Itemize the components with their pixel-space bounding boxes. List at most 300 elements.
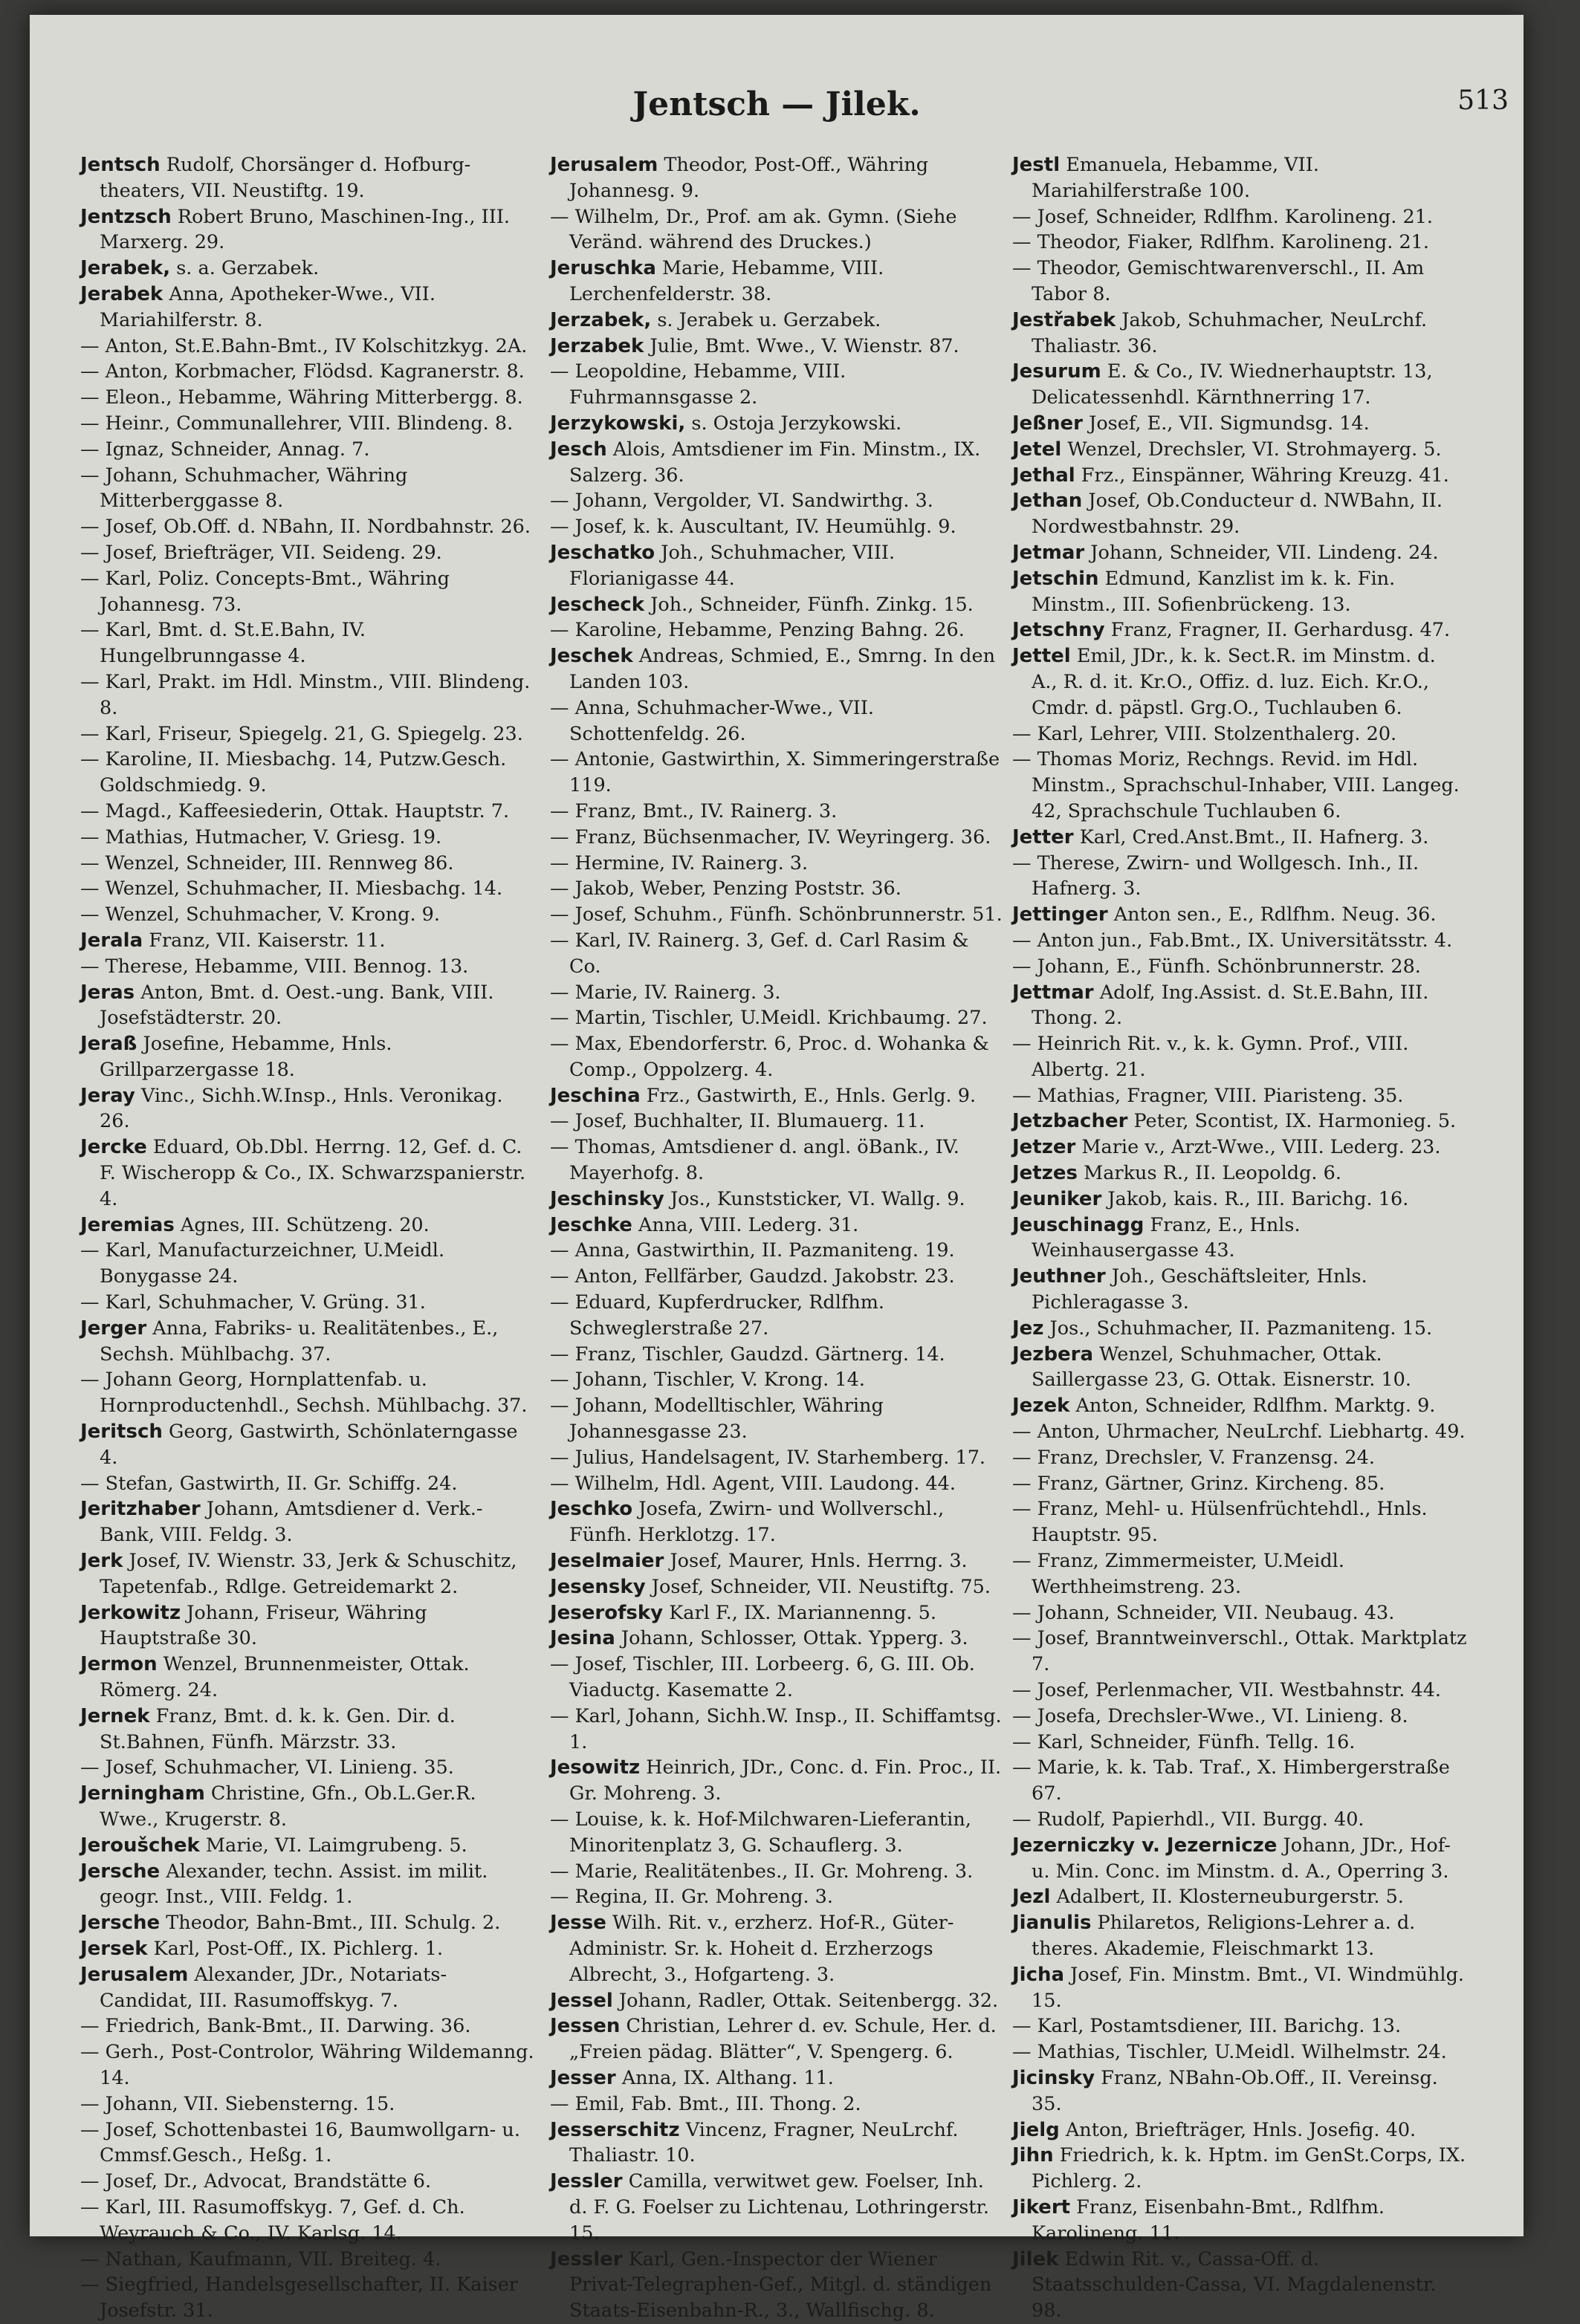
directory-entry [80,359,535,385]
entry-details: — Josef, Briefträger, VII. Seideng. 29. [80,541,442,564]
directory-entry [1012,1548,1467,1600]
entry-details: — Karl, Lehrer, VIII. Stolzenthalerg. 20. [1012,722,1397,745]
entry-details: — Mathias, Hutmacher, V. Griesg. 19. [80,825,442,848]
entry-surname: Jeschinsky [550,1187,664,1210]
entry-details: — Karl, Schneider, Fünfh. Tellg. 16. [1012,1730,1356,1753]
entry-details: Anna, VIII. Lederg. 31. [632,1213,859,1236]
directory-entry [1012,540,1467,566]
directory-entry [80,902,535,928]
directory-entry [1012,488,1467,540]
directory-entry [1012,1419,1467,1445]
directory-entry [80,1031,535,1083]
directory-entry [80,851,535,877]
entry-details: Franz, VII. Kaiserstr. 11. [143,929,386,952]
directory-entry [1012,1496,1467,1548]
entry-surname: Jerusalem [80,1963,189,1986]
directory-entry [1012,2065,1467,2117]
entry-details: — Josefa, Drechsler-Wwe., VI. Linieng. 8. [1012,1704,1408,1727]
entry-surname: Jesch [550,438,607,461]
directory-entry [80,463,535,515]
directory-entry [550,1704,1005,1756]
entry-details: Josef, E., VII. Sigmundsg. 14. [1082,412,1370,435]
entry-details: Jakob, Schuhmacher, NeuLrchf. Thaliastr. 36. [1032,308,1428,357]
entry-surname: Jetel [1012,438,1062,461]
entry-details: — Johann, Tischler, V. Krong. 14. [550,1369,865,1392]
directory-entry [1012,1600,1467,1626]
entry-details: Franz, Fragner, II. Gerhardusg. 47. [1104,619,1451,642]
directory-entry [80,334,535,360]
directory-entry [80,1471,535,1497]
entry-details: s. Jerabek u. Gerzabek. [651,308,881,331]
directory-entry [550,1109,1005,1135]
entry-details: Emil, JDr., k. k. Sect.R. im Minstm. d. A., R. d. it. Kr.O., Offiz. d. luz. Eich. Kr.O., Cmdr. d. päpstl. Grg.O., Tuchlauben 6. [1032,645,1436,719]
directory-entry [1012,359,1467,411]
entry-details: Joh., Schneider, Fünfh. Zinkg. 15. [644,593,974,616]
entry-details: — Johann, VII. Siebensterng. 15. [80,2092,395,2115]
entry-details: — Antonie, Gastwirthin, X. Simmeringerstraße 119. [550,748,1000,797]
directory-entry [80,2091,535,2117]
directory-entry [80,1367,535,1419]
directory-entry [550,334,1005,360]
entry-details: — Josef, Schottenbastei 16, Baumwollgarn- u. Cmmsf.Gesch., Heßg. 1. [80,2118,520,2167]
entry-details: — Anton, Fellfärber, Gaudzd. Jakobstr. 23. [550,1265,955,1288]
directory-entry [1012,2195,1467,2247]
directory-entry [1012,1704,1467,1730]
directory-entry [550,1238,1005,1264]
entry-details: Alexander, JDr., Notariats-Candidat, III. Rasumoffskyg. 7. [100,1963,447,2012]
directory-entry [80,980,535,1032]
entry-details: — Wenzel, Schneider, III. Rennweg 86. [80,851,454,874]
directory-entry [1012,1316,1467,1342]
entry-surname: Jerningham [80,1782,205,1805]
directory-entry [80,825,535,851]
entry-details: — Josef, Schuhmacher, VI. Linieng. 35. [80,1756,454,1779]
entry-surname: Jicha [1012,1963,1065,1986]
entry-surname: Jercke [80,1136,147,1159]
entry-details: — Wilhelm, Hdl. Agent, VIII. Laudong. 44. [550,1472,956,1495]
entry-details: Adalbert, II. Klosterneuburgerstr. 5. [1050,1886,1404,1909]
directory-entry [80,540,535,566]
directory-entry [550,514,1005,540]
directory-entry [1012,1730,1467,1756]
entry-surname: Jeschke [550,1213,632,1236]
directory-entry [80,1910,535,1936]
directory-entry [1012,1109,1467,1135]
directory-entry [550,152,1005,204]
entry-details: Johann, JDr., Hof- u. Min. Conc. im Minstm. d. A., Operring 3. [1032,1834,1451,1883]
directory-entry [1012,204,1467,230]
entry-details: — Karl, Postamtsdiener, III. Barichg. 13. [1012,2015,1402,2038]
directory-entry [550,1859,1005,1885]
entry-details: — Anton, Korbmacher, Flödsd. Kagranerstr. 8. [80,360,525,383]
entry-details: — Josef, Schneider, Rdlfhm. Karolineng. 21. [1012,205,1434,228]
entry-details: — Thomas Moriz, Rechngs. Revid. im Hdl. Minstm., Sprachschul-Inhaber, VIII. Langeg. 42, Sprachschule Tuchlauben 6. [1012,748,1460,822]
directory-entry [1012,1471,1467,1497]
directory-entry [1012,2117,1467,2143]
entry-surname: Jentzsch [80,205,172,228]
entry-details: — Friedrich, Bank-Bmt., II. Darwing. 36. [80,2015,471,2038]
entry-details: — Franz, Gärtner, Grinz. Kircheng. 85. [1012,1472,1385,1495]
entry-details: — Josef, Dr., Advocat, Brandstätte 6. [80,2170,432,2193]
directory-entry [1012,256,1467,308]
directory-entry [1012,1264,1467,1316]
directory-entry [1012,747,1467,824]
entry-surname: Jezl [1012,1886,1051,1909]
entry-surname: Jilek [1012,2247,1059,2271]
directory-entry [550,1626,1005,1652]
entry-details: Anna, Apotheker-Wwe., VII. Mariahilferstr. 8. [100,282,436,331]
entry-details: Friedrich, k. k. Hptm. im GenSt.Corps, IX. Pichlerg. 2. [1032,2144,1466,2193]
entry-details: Adolf, Ing.Assist. d. St.E.Bahn, III. Thong. 2. [1032,981,1429,1030]
entry-details: Marie, VI. Laimgrubeng. 5. [199,1834,467,1857]
directory-entry [550,359,1005,411]
entry-surname: Jeschek [550,645,633,668]
entry-details: Markus R., II. Leopoldg. 6. [1077,1162,1341,1185]
entry-details: — Marie, Realitätenbes., II. Gr. Mohreng. 3. [550,1860,974,1883]
directory-entry [80,1600,535,1652]
directory-entry [550,256,1005,308]
directory-entry [80,437,535,463]
directory-entry [80,1859,535,1911]
entry-details: — Mathias, Tischler, U.Meidl. Wilhelmstr. 24. [1012,2041,1447,2064]
directory-entry [550,1445,1005,1471]
entry-surname: Jesina [550,1627,615,1650]
entry-details: Franz, NBahn-Ob.Off., II. Vereinsg. 35. [1032,2066,1438,2115]
entry-details: — Anton, Uhrmacher, NeuLrchf. Liebhartg. 49. [1012,1421,1466,1444]
entry-details: — Anna, Schuhmacher-Wwe., VII. Schottenfeldg. 26. [550,696,875,745]
entry-details: — Franz, Zimmermeister, U.Meidl. Werthheimstreng. 23. [1012,1550,1344,1598]
entry-surname: Jethal [1012,464,1075,487]
entry-details: — Josef, k. k. Auscultant, IV. Heumühlg. 9. [550,516,956,539]
directory-entry [80,566,535,618]
page-header [30,85,1524,137]
entry-details: — Wenzel, Schuhmacher, II. Miesbachg. 14. [80,877,503,900]
entry-details: — Karl, Johann, Sichh.W. Insp., II. Schiffamtsg. 1. [550,1704,1002,1753]
entry-details: — Mathias, Fragner, VIII. Piaristeng. 35. [1012,1084,1404,1107]
directory-entry [1012,1910,1467,1962]
entry-details: — Josef, Buchhalter, II. Blumauerg. 11. [550,1110,925,1133]
directory-entry [1012,437,1467,463]
directory-entry [80,282,535,334]
directory-entry [550,2247,1005,2324]
directory-entry [1012,1083,1467,1109]
directory-entry [1012,1342,1467,1394]
directory-entry [80,2195,535,2247]
directory-entry [80,799,535,825]
entry-surname: Jetzbacher [1012,1110,1128,1133]
directory-entry [1012,1187,1467,1213]
entry-details: — Marie, k. k. Tab. Traf., X. Himbergerstraße 67. [1012,1756,1450,1805]
directory-entry [550,1600,1005,1626]
directory-entry [80,617,535,669]
entry-surname: Jesse [550,1912,606,1935]
entry-details: — Therese, Zwirn- und Wollgesch. Inh., II. Hafnerg. 3. [1012,851,1419,900]
entry-details: — Karl, Friseur, Spiegelg. 21, G. Spiegelg. 23. [80,722,523,745]
directory-entry [550,1367,1005,1393]
entry-details: — Karl, III. Rasumoffskyg. 7, Gef. d. Ch. Weyrauch & Co., IV. Karlsg. 14. [80,2195,465,2245]
entry-surname: Jeraß [80,1033,137,1056]
directory-entry [550,928,1005,980]
entry-details: — Therese, Hebamme, VIII. Bennog. 13. [80,955,469,978]
directory-entry [550,2169,1005,2246]
directory-entry [1012,1807,1467,1833]
entry-details: — Karl, Manufacturzeichner, U.Meidl. Bonygasse 24. [80,1239,445,1288]
entry-details: Vincenz, Fragner, NeuLrchf. Thaliastr. 10. [569,2118,959,2167]
directory-entry [80,1704,535,1756]
directory-entry [1012,2039,1467,2065]
entry-details: Wilh. Rit. v., erzherz. Hof-R., Güter-Administr. Sr. k. Hoheit d. Erzherzogs Albrecht, 3., Hofgarteng. 3. [569,1912,954,1986]
entry-surname: Jetmar [1012,541,1085,564]
directory-entry [550,1755,1005,1807]
entry-details: — Franz, Tischler, Gaudzd. Gärtnerg. 14. [550,1343,945,1366]
directory-entry [80,747,535,799]
directory-entry [550,1031,1005,1083]
entry-details: Philaretos, Religions-Lehrer a. d. theres. Akademie, Fleischmarkt 13. [1032,1912,1416,1960]
entry-surname: Jescheck [550,593,645,616]
entry-surname: Jeray [80,1084,135,1107]
entry-details: — Thomas, Amtsdiener d. angl. öBank., IV. Mayerhofg. 8. [550,1136,959,1185]
entry-details: — Emil, Fab. Bmt., III. Thong. 2. [550,2092,861,2115]
entry-surname: Jez [1012,1317,1044,1340]
entry-details: — Nathan, Kaufmann, VII. Breiteg. 4. [80,2247,441,2271]
entry-details: — Franz, Bmt., IV. Rainerg. 3. [550,799,838,822]
directory-entry [550,695,1005,747]
directory-entry [1012,1135,1467,1161]
entry-details: — Theodor, Fiaker, Rdlfhm. Karolineng. 21. [1012,231,1430,254]
directory-entry [1012,643,1467,721]
entry-surname: Jerk [80,1550,123,1573]
directory-entry [1012,1678,1467,1704]
entry-details: — Johann, Schneider, VII. Neubaug. 43. [1012,1601,1395,1624]
entry-surname: Jeuthner [1012,1265,1106,1288]
entry-details: Josef, Fin. Minstm. Bmt., VI. Windmühlg. 15. [1032,1963,1465,2012]
entry-surname: Jetschin [1012,567,1099,590]
directory-entry [1012,980,1467,1032]
directory-entry [1012,1031,1467,1083]
directory-entry [1012,617,1467,643]
entry-surname: Jernek [80,1704,150,1727]
entry-details: — Franz, Büchsenmacher, IV. Weyringerg. 36. [550,825,991,848]
entry-details: — Ignaz, Schneider, Annag. 7. [80,438,370,461]
entry-details: — Anton jun., Fab.Bmt., IX. Universitätsstr. 4. [1012,929,1453,952]
entry-surname: Jerzabek [550,334,644,357]
entry-details: Josefa, Zwirn- und Wollverschl., Fünfh. Herklotzg. 17. [569,1498,945,1547]
directory-entry [550,902,1005,928]
entry-details: Josef, IV. Wienstr. 33, Jerk & Schuschitz, Tapetenfab., Rdlge. Getreidemarkt 2. [100,1550,517,1598]
entry-surname: Jersche [80,1912,161,1935]
entry-surname: Jetter [1012,825,1074,848]
entry-details: Frz., Einspänner, Währing Kreuzg. 41. [1075,464,1449,487]
directory-entry [1012,2013,1467,2039]
directory-entry [80,1833,535,1859]
directory-entry [1012,152,1467,204]
directory-entry [80,256,535,282]
directory-entry [80,2247,535,2273]
directory-entry [550,825,1005,851]
entry-details: — Franz, Mehl- u. Hülsenfrüchtehdl., Hnls. Hauptstr. 95. [1012,1498,1428,1547]
entry-surname: Jerkowitz [80,1601,181,1624]
directory-entry [550,2117,1005,2169]
directory-entry [80,1755,535,1781]
entry-details: — Wenzel, Schuhmacher, V. Krong. 9. [80,903,440,926]
directory-entry [80,152,535,204]
directory-entry [550,2091,1005,2117]
entry-details: Agnes, III. Schützeng. 20. [174,1213,430,1236]
directory-entry [550,592,1005,618]
entry-details: Josefine, Hebamme, Hnls. Grillparzergasse 18. [100,1033,392,1081]
directory-entry [550,488,1005,514]
entry-details: Frz., Gastwirth, E., Hnls. Gerlg. 9. [640,1084,977,1107]
directory-entry [550,1471,1005,1497]
entry-surname: Jeremias [80,1213,175,1236]
entry-surname: Jesensky [550,1575,646,1598]
entry-details: Peter, Scontist, IX. Harmonieg. 5. [1127,1110,1457,1133]
directory-entry [1012,851,1467,903]
entry-details: Edwin Rit. v., Cassa-Off. d. Staatsschulden-Cassa, VI. Magdalenenstr. 98. [1032,2247,1437,2323]
directory-entry [80,1496,535,1548]
entry-details: Karl, Post-Off., IX. Pichlerg. 1. [147,1937,444,1960]
entry-details: — Louise, k. k. Hof-Milchwaren-Lieferantin, Minoritenplatz 3, G. Schauflerg. 3. [550,1808,971,1857]
entry-details: Franz, E., Hnls. Weinhausergasse 43. [1032,1213,1301,1262]
entry-details: Josef, Ob.Conducteur d. NWBahn, II. Nordwestbahnstr. 29. [1032,490,1443,539]
entry-surname: Jesurum [1012,360,1101,383]
directory-entry [1012,1213,1467,1265]
entry-details: Marie, Hebamme, VIII. Lerchenfelderstr. 38. [569,257,884,305]
entry-details: Johann, Friseur, Währing Hauptstraße 30. [100,1601,427,1650]
entry-surname: Jettmar [1012,981,1094,1004]
directory-entry [550,1496,1005,1548]
directory-entry [80,1936,535,1962]
entry-surname: Jessler [550,2170,623,2193]
entry-surname: Jeßner [1012,412,1083,435]
column-2 [550,152,1005,2323]
entry-surname: Jerger [80,1317,147,1340]
entry-details: E. & Co., IV. Wiednerhauptstr. 13, Delicatessenhdl. Kärnthnerring 17. [1032,360,1433,409]
directory-entry [1012,1962,1467,2014]
entry-surname: Jestřabek [1012,308,1116,331]
entry-details: Alexander, techn. Assist. im milit. geogr. Inst., VIII. Feldg. 1. [100,1860,488,1909]
entry-surname: Jesowitz [550,1756,641,1779]
directory-entry [1012,230,1467,256]
entry-details: Josef, Schneider, VII. Neustiftg. 75. [645,1575,991,1598]
entry-details: — Eduard, Kupferdrucker, Rdlfhm. Schweglerstraße 27. [550,1291,885,1340]
entry-surname: Jerabek [80,282,163,305]
entry-surname: Jerabek, [80,257,171,280]
directory-entry [550,437,1005,489]
entry-details: — Wilhelm, Dr., Prof. am ak. Gymn. (Siehe Veränd. während des Druckes.) [550,205,957,254]
directory-entry [1012,1393,1467,1419]
entry-details: Theodor, Bahn-Bmt., III. Schulg. 2. [160,1912,501,1935]
entry-surname: Jikert [1012,2195,1071,2218]
entry-surname: Jeritsch [80,1421,163,1444]
directory-entry [550,851,1005,877]
entry-details: — Johann, Modelltischler, Währing Johannesgasse 23. [550,1395,884,1444]
directory-entry [1012,1755,1467,1807]
directory-entry [550,2013,1005,2065]
entry-details: — Johann, Vergolder, VI. Sandwirthg. 3. [550,490,933,513]
entry-details: s. Ostoja Jerzykowski. [685,412,902,435]
entry-surname: Jentsch [80,154,161,176]
entry-details: — Regina, II. Gr. Mohreng. 3. [550,1886,833,1909]
entry-details: — Josef, Tischler, III. Lorbeerg. 6, G. III. Ob. Viaductg. Kasematte 2. [550,1653,975,1702]
entry-details: Anton sen., E., Rdlfhm. Neug. 36. [1107,903,1437,926]
entry-surname: Jessel [550,1989,613,2012]
entry-surname: Jessler [550,2247,623,2271]
column-3 [1012,152,1467,2323]
entry-details: Anna, Fabriks- u. Realitätenbes., E., Sechsh. Mühlbachg. 37. [100,1317,499,1366]
directory-entry [80,2272,535,2324]
entry-surname: Jerzabek, [550,308,652,331]
entry-details: — Karoline, Hebamme, Penzing Bahng. 26. [550,619,965,642]
directory-entry [550,1548,1005,1574]
entry-details: — Magd., Kaffeesiederin, Ottak. Hauptstr. 7. [80,799,510,822]
entry-surname: Jeschatko [550,541,655,564]
entry-details: — Karl, Schuhmacher, V. Grüng. 31. [80,1291,426,1314]
entry-surname: Jeuniker [1012,1187,1102,1210]
directory-entry [1012,1445,1467,1471]
entry-surname: Jeroušchek [80,1834,200,1857]
directory-entry [80,1548,535,1600]
entry-surname: Jielg [1012,2118,1060,2141]
directory-entry [80,2117,535,2169]
entry-details: — Karl, Prakt. im Hdl. Minstm., VIII. Blindeng. 8. [80,670,531,719]
entry-details: — Theodor, Gemischtwarenverschl., II. Am Tabor 8. [1012,257,1425,305]
entry-surname: Jeserofsky [550,1601,664,1624]
entry-surname: Jetzer [1012,1136,1076,1159]
entry-details: — Karl, Bmt. d. St.E.Bahn, IV. Hungelbrunngasse 4. [80,619,366,668]
entry-details: Johann, Schlosser, Ottak. Ypperg. 3. [615,1627,968,1650]
entry-details: Franz, Bmt. d. k. k. Gen. Dir. d. St.Bahnen, Fünfh. Märzstr. 33. [100,1704,456,1753]
entry-surname: Jesserschitz [550,2118,680,2141]
entry-details: — Max, Ebendorferstr. 6, Proc. d. Wohanka & Comp., Oppolzerg. 4. [550,1033,989,1081]
directory-entry [80,1213,535,1239]
entry-details: Johann, Amtsdiener d. Verk.-Bank, VIII. Feldg. 3. [100,1498,483,1547]
directory-entry [80,1419,535,1471]
entry-surname: Jerala [80,929,143,952]
entry-details: — Karl, Poliz. Concepts-Bmt., Währing Johannesg. 73. [80,567,450,616]
directory-entry [550,876,1005,902]
directory-entry [1012,2143,1467,2195]
entry-surname: Jezerniczky v. Jezernicze [1012,1834,1278,1857]
directory-entry [1012,308,1467,360]
directory-entry [80,1238,535,1290]
entry-details: Jakob, kais. R., III. Barichg. 16. [1101,1187,1409,1210]
entry-surname: Jersche [80,1860,161,1883]
directory-entry [1012,954,1467,980]
entry-surname: Jestl [1012,154,1061,176]
entry-surname: Jetzes [1012,1162,1078,1185]
directory-entry [80,1316,535,1368]
running-head: Jentsch — Jilek. [632,85,921,123]
directory-entry [1012,566,1467,618]
directory-entry [550,1135,1005,1187]
entry-details: Anna, IX. Althang. 11. [615,2066,834,2089]
entry-details: Heinrich, JDr., Conc. d. Fin. Proc., II. Gr. Mohreng. 3. [569,1756,1002,1805]
entry-surname: Jeruschka [550,257,656,280]
directory-entry [80,1083,535,1135]
entry-details: — Rudolf, Papierhdl., VII. Burgg. 40. [1012,1808,1364,1831]
entry-details: Edmund, Kanzlist im k. k. Fin. Minstm., III. Sofienbrückeng. 13. [1032,567,1396,616]
directory-entry [550,2065,1005,2091]
entry-details: Marie v., Arzt-Wwe., VIII. Lederg. 23. [1075,1136,1441,1159]
entry-details: Johann, Radler, Ottak. Seitenbergg. 32. [612,1989,999,2012]
directory-entry [550,617,1005,643]
entry-details: Josef, Maurer, Hnls. Herrng. 3. [664,1550,968,1573]
directory-entry [80,2039,535,2091]
directory-entry [1012,902,1467,928]
directory-entry [80,954,535,980]
entry-details: Jos., Schuhmacher, II. Pazmaniteng. 15. [1043,1317,1433,1340]
